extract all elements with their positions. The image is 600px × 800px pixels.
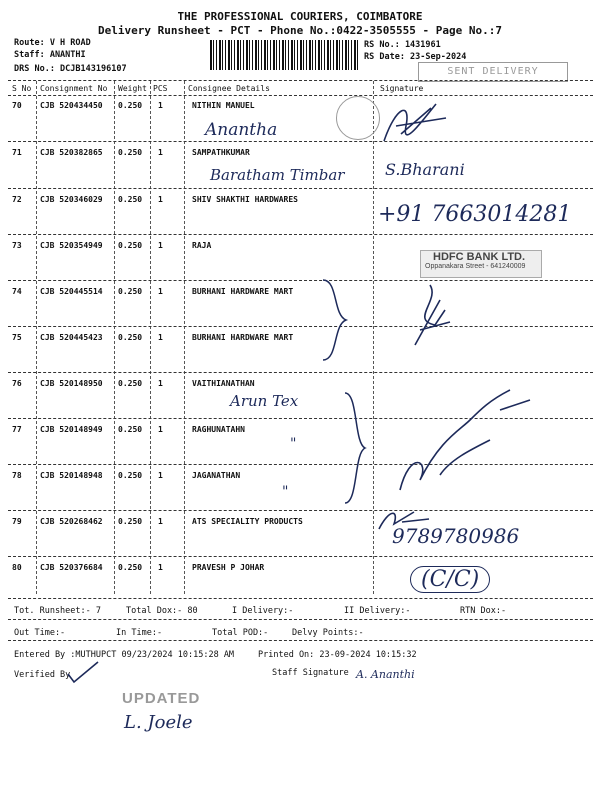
signature-72: +91 7663014281	[378, 202, 572, 227]
row-divider	[8, 141, 593, 142]
brace-74-75	[318, 275, 358, 365]
row-consignment-no: CJB 520354949	[40, 241, 103, 250]
printed-on: Printed On: 23-09-2024 10:15:32	[258, 650, 417, 660]
row-divider	[8, 556, 593, 557]
delvy-points: Delvy Points:-	[292, 628, 364, 638]
row-consignee: RAGHUNATAHN	[192, 425, 245, 434]
row-weight: 0.250	[118, 241, 143, 250]
row-consignment-no: CJB 520445423	[40, 333, 103, 342]
row-divider	[8, 280, 593, 281]
signature-79: 9789780986	[392, 524, 520, 548]
row-sno: 79	[12, 517, 22, 526]
row-pcs: 1	[158, 471, 163, 480]
col-sno: S No	[12, 84, 32, 93]
row-consignee: NITHIN MANUEL	[192, 101, 255, 110]
row-consignment-no: CJB 520382865	[40, 148, 103, 157]
ditto-77: "	[290, 436, 297, 452]
rtn-dox: RTN Dox:-	[460, 606, 507, 616]
verified-by: Verified By	[14, 670, 71, 680]
row-consignment-no: CJB 520376684	[40, 563, 103, 572]
row-weight: 0.250	[118, 379, 143, 388]
route-label: Route: V H ROAD	[14, 38, 91, 48]
total-dox: Total Dox:- 80	[126, 606, 198, 616]
row-divider	[8, 372, 593, 373]
handwritten-note-70: Anantha	[205, 120, 278, 140]
row-pcs: 1	[158, 517, 163, 526]
col-weight: Weight	[118, 84, 147, 93]
row-consignee: JAGANATHAN	[192, 471, 241, 480]
row-pcs: 1	[158, 287, 163, 296]
row-consignee: RAJA	[192, 241, 212, 250]
staff-signature-hand: A. Ananthi	[356, 668, 415, 681]
row-consignee: ATS SPECIALITY PRODUCTS	[192, 517, 303, 526]
bank-stamp	[420, 250, 542, 278]
row-weight: 0.250	[118, 471, 143, 480]
row-sno: 75	[12, 333, 22, 342]
row-consignee: PRAVESH P JOHAR	[192, 563, 265, 572]
row-pcs: 1	[158, 148, 163, 157]
row-pcs: 1	[158, 333, 163, 342]
row-sno: 72	[12, 195, 22, 204]
runsheet-subtitle: Delivery Runsheet - PCT - Phone No.:0422-3505555 - Page No.:7	[98, 24, 502, 37]
row-pcs: 1	[158, 241, 163, 250]
row-consignee: SAMPATHKUMAR	[192, 148, 250, 157]
col-consignee: Consignee Details	[188, 84, 270, 93]
ii-delivery: II Delivery:-	[344, 606, 411, 616]
signature-scribble-76-78	[380, 380, 550, 510]
row-pcs: 1	[158, 425, 163, 434]
signature-scribble-70	[376, 96, 456, 151]
bank-branch: Oppanakara Street - 641240009	[425, 263, 526, 270]
barcode-image	[210, 40, 358, 70]
total-pod: Total POD:-	[212, 628, 269, 638]
row-pcs: 1	[158, 379, 163, 388]
row-weight: 0.250	[118, 563, 143, 572]
row-sno: 74	[12, 287, 22, 296]
row-consignment-no: CJB 520268462	[40, 517, 103, 526]
row-consignment-no: CJB 520346029	[40, 195, 103, 204]
col-signature: Signature	[380, 84, 424, 93]
row-divider	[8, 510, 593, 511]
row-weight: 0.250	[118, 148, 143, 157]
row-divider	[8, 188, 593, 189]
signature-scribble-79	[374, 504, 434, 534]
staff-label: Staff: ANANTHI	[14, 50, 86, 60]
drs-number: DRS No.: DCJB143196107	[14, 64, 127, 74]
row-weight: 0.250	[118, 425, 143, 434]
col-consignment: Consignment No	[40, 84, 108, 93]
row-sno: 70	[12, 101, 22, 110]
row-sno: 71	[12, 148, 22, 157]
rs-number: RS No.: 1431961	[364, 40, 441, 50]
delivery-stamp: SENT DELIVERY	[418, 62, 568, 82]
row-pcs: 1	[158, 195, 163, 204]
row-sno: 73	[12, 241, 22, 250]
row-weight: 0.250	[118, 287, 143, 296]
handwritten-note-71: Baratham Timbar	[210, 166, 345, 184]
ditto-78: "	[282, 484, 289, 500]
row-divider	[8, 326, 593, 327]
row-consignment-no: CJB 520148950	[40, 379, 103, 388]
bank-name: HDFC BANK LTD.	[433, 251, 526, 263]
brace-76-78	[340, 388, 370, 508]
row-weight: 0.250	[118, 101, 143, 110]
updated-stamp: UPDATED	[122, 690, 201, 707]
row-pcs: 1	[158, 563, 163, 572]
signature-80: (C/C)	[410, 566, 490, 593]
row-consignee: BURHANI HARDWARE MART	[192, 287, 294, 296]
row-weight: 0.250	[118, 195, 143, 204]
row-consignment-no: CJB 520148949	[40, 425, 103, 434]
updated-signature: L. Joele	[124, 712, 193, 733]
row-consignment-no: CJB 520445514	[40, 287, 103, 296]
row-consignee: VAITHIANATHAN	[192, 379, 255, 388]
row-sno: 78	[12, 471, 22, 480]
row-sno: 77	[12, 425, 22, 434]
col-pcs: PCS	[153, 84, 168, 93]
company-title: THE PROFESSIONAL COURIERS, COIMBATORE	[177, 10, 423, 23]
out-time: Out Time:-	[14, 628, 66, 638]
staff-signature-label: Staff Signature	[272, 668, 349, 678]
row-sno: 76	[12, 379, 22, 388]
i-delivery: I Delivery:-	[232, 606, 294, 616]
row-pcs: 1	[158, 101, 163, 110]
row-weight: 0.250	[118, 333, 143, 342]
signature-71: S.Bharani	[385, 160, 465, 179]
entered-by: Entered By :MUTHUPCT 09/23/2024 10:15:28 AM	[14, 650, 235, 660]
row-sno: 80	[12, 563, 22, 572]
in-time: In Time:-	[116, 628, 163, 638]
tot-runsheet: Tot. Runsheet:- 7	[14, 606, 101, 616]
row-consignment-no: CJB 520434450	[40, 101, 103, 110]
row-divider	[8, 234, 593, 235]
handwritten-note-76: Arun Tex	[230, 392, 299, 410]
verified-signature	[64, 660, 104, 686]
row-weight: 0.250	[118, 517, 143, 526]
row-consignee: SHIV SHAKTHI HARDWARES	[192, 195, 298, 204]
rs-date: RS Date: 23-Sep-2024	[364, 52, 467, 62]
signature-scribble-74-75	[400, 280, 460, 350]
row-consignee: BURHANI HARDWARE MART	[192, 333, 294, 342]
row-consignment-no: CJB 520148948	[40, 471, 103, 480]
round-seal	[336, 96, 380, 140]
